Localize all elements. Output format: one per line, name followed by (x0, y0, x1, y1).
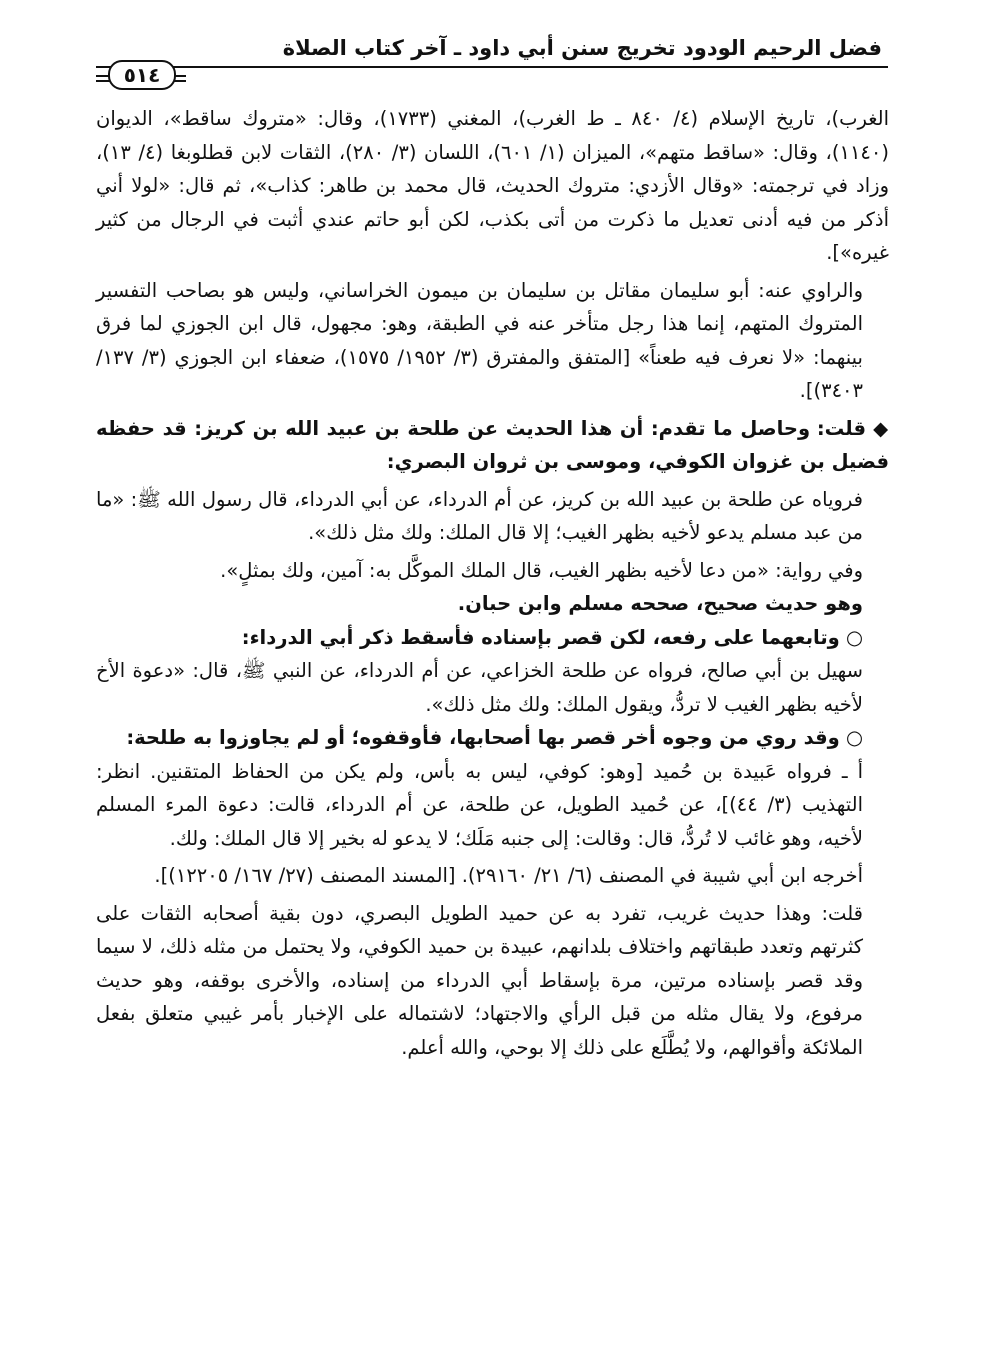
header-rule (96, 66, 888, 68)
paragraph-10: أ ـ فرواه عَبيدة بن حُميد [وهو: كوفي، ليس به بأس، ولم يكن من الحفاظ المتقنين. انظر: التهذيب (٣/ ٤٤)]، عن حُميد الطويل، عن طلحة، عن أم الدرداء، قالت: دعوة المرء المسلم لأخيه، وهو غائب لا تُردُّ، قال: وقالت: إلى جنبه مَلَك؛ لا يدعو له بخير إلا قال الملك: ولك. (96, 759, 863, 850)
paragraph-6: وهو حديث صحيح، صححه مسلم وابن حبان. (457, 592, 863, 615)
page-body (96, 102, 889, 1064)
paragraph-11: أخرجه ابن أبي شيبة في المصنف (٦/ ٢١/ ٢٩١٦٠). [المسند المصنف (٢٧/ ١٦٧/ ١٢٢٠٥)]. (154, 864, 863, 887)
paragraph-3 (96, 412, 889, 479)
paragraph-9 (96, 721, 889, 755)
paragraph-4: فروياه عن طلحة بن عبيد الله بن كريز، عن أم الدرداء، عن أبي الدرداء، قال رسول الله ﷺ: «ما من عبد مسلم يدعو لأخيه بظهر الغيب؛ إلا قال الملك: ولك مثل ذلك». (96, 487, 863, 544)
paragraph-1: الغرب)، تاريخ الإسلام (٤/ ٨٤٠ ـ ط الغرب)، المغني (١٧٣٣)، وقال: «متروك ساقط»، الديوان (١١٤٠)، وقال: «ساقط متهم»، الميزان (١/ ٦٠١)، اللسان (٣/ ٢٨٠)، الثقات لابن قطلوبغا (٤/ ١٣)، وزاد في ترجمته: «وقال الأزدي: متروك الحديث، قال محمد بن طاهر: كذاب»، ثم قال: «لولا أني أذكر من فيه أدنى تعديل ما ذكرت من أتى بكذب، لكن أبو حاتم عندي أثبت في الرجال من كثير غيره»]. (96, 107, 889, 264)
bullet-open-icon: ○ (845, 726, 863, 749)
bullet-open-icon: ○ (845, 625, 863, 649)
paragraph-7-text: وتابعهما على رفعه، لكن قصر بإسناده فأسقط ذكر أبي الدرداء: (241, 625, 840, 649)
page-number-badge: ٥١٤ (108, 60, 176, 90)
bullet-filled-icon: ◆ (873, 416, 890, 440)
running-title: فضل الرحيم الودود تخريج سنن أبي داود ـ آخر كتاب الصلاة (282, 36, 882, 60)
paragraph-8: سهيل بن أبي صالح، فرواه عن طلحة الخزاعي، عن أم الدرداء، عن النبي ﷺ، قال: «دعوة الأخ لأخيه بظهر الغيب لا تردُّ، ويقول الملك: ولك مثل ذلك». (96, 659, 863, 716)
paragraph-3-text: قلت: وحاصل ما تقدم: أن هذا الحديث عن طلحة بن عبيد الله بن كريز: قد حفظه فضيل بن غزوان الكوفي، وموسى بن ثروان البصري: (96, 416, 889, 473)
paragraph-5: وفي رواية: «من دعا لأخيه بظهر الغيب، قال الملك الموكَّل به: آمين، ولك بمثلٍ». (220, 558, 863, 582)
paragraph-7 (96, 621, 889, 655)
paragraph-2: والراوي عنه: أبو سليمان مقاتل بن سليمان بن ميمون الخراساني، وليس هو بصاحب التفسير المتروك المتهم، إنما هذا رجل متأخر عنه في الطبقة، وهو: مجهول، قال ابن الجوزي لما فرق بينهما: «لا نعرف فيه طعناً» [المتفق والمفترق (٣/ ١٩٥٢/ ١٥٧٥)، ضعفاء ابن الجوزي (٣/ ١٣٧/ ٣٤٠٣)]. (96, 278, 863, 402)
paragraph-9-text: وقد روي من وجوه أخر قصر بها أصحابها، فأوقفوه؛ أو لم يجاوزوا به طلحة: (126, 726, 840, 749)
paragraph-12: قلت: وهذا حديث غريب، تفرد به عن حميد الطويل البصري، دون بقية أصحابه الثقات على كثرتهم وتعدد طبقاتهم واختلاف بلدانهم، عبيدة بن حميد الكوفي، ولا يحتمل من مثله ذلك، لا سيما وقد قصر بإسناده مرتين، مرة بإسقاط أبي الدرداء من إسناده، والأخرى بوقفه، وهو حديث مرفوع، ولا يقال مثله من قبل الرأي والاجتهاد؛ لاشتماله على الإخبار بأمر غيبي متعلق بفعل الملائكة وأقوالهم، ولا يُطَّلَع على ذلك إلا بوحي، والله أعلم. (96, 901, 863, 1059)
